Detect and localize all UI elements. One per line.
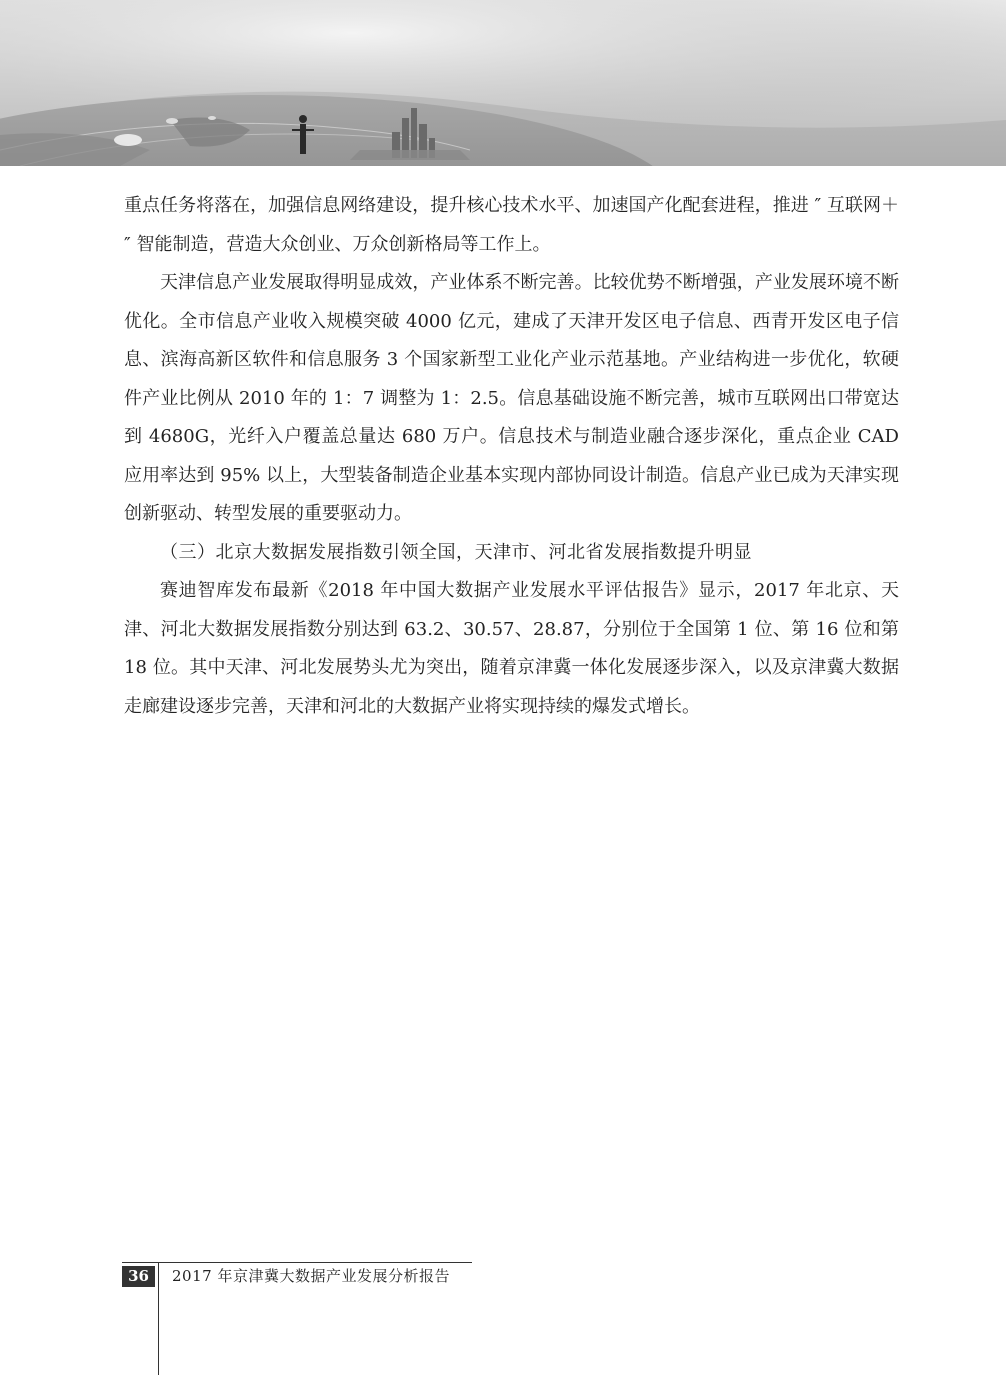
section-heading: （三）北京大数据发展指数引领全国，天津市、河北省发展指数提升明显	[160, 541, 752, 563]
paragraph-big-data-index: 赛迪智库发布最新《2018 年中国大数据产业发展水平评估报告》显示，2017 年北京、天津、河北大数据发展指数分别达到 63.2、30.57、28.87，分别位于全国第 1 位、第 16 位和第 18 位。其中天津、河北发展势头尤为突出，随着京津冀一体化发展逐步深入，以及京津冀大数据走廊建设逐步完善，天津和河北的大数据产业将实现持续的爆发式增长。	[124, 580, 899, 717]
banner-illustration	[0, 0, 1006, 166]
main-text	[124, 187, 899, 726]
page-number: 36	[122, 1266, 155, 1287]
paragraph-continuation: 重点任务将落在，加强信息网络建设，提升核心技术水平、加速国产化配套进程，推进 ″ 互联网＋ ″ 智能制造，营造大众创业、万众创新格局等工作上。	[124, 195, 899, 255]
running-title: 2017 年京津冀大数据产业发展分析报告	[172, 1267, 450, 1285]
header-banner-image	[0, 0, 1006, 166]
footer-rule	[122, 1262, 472, 1263]
footer-margin-line	[158, 1262, 159, 1375]
paragraph-tianjin-industry: 天津信息产业发展取得明显成效，产业体系不断完善。比较优势不断增强，产业发展环境不断优化。全市信息产业收入规模突破 4000 亿元，建成了天津开发区电子信息、西青开发区电子信息、滨海高新区软件和信息服务 3 个国家新型工业化产业示范基地。产业结构进一步优化，软硬件产业比例从 2010 年的 1：7 调整为 1：2.5。信息基础设施不断完善，城市互联网出口带宽达到 4680G，光纤入户覆盖总量达 680 万户。信息技术与制造业融合逐步深化，重点企业 CAD 应用率达到 95% 以上，大型装备制造企业基本实现内部协同设计制造。信息产业已成为天津实现创新驱动、转型发展的重要驱动力。	[124, 272, 899, 524]
